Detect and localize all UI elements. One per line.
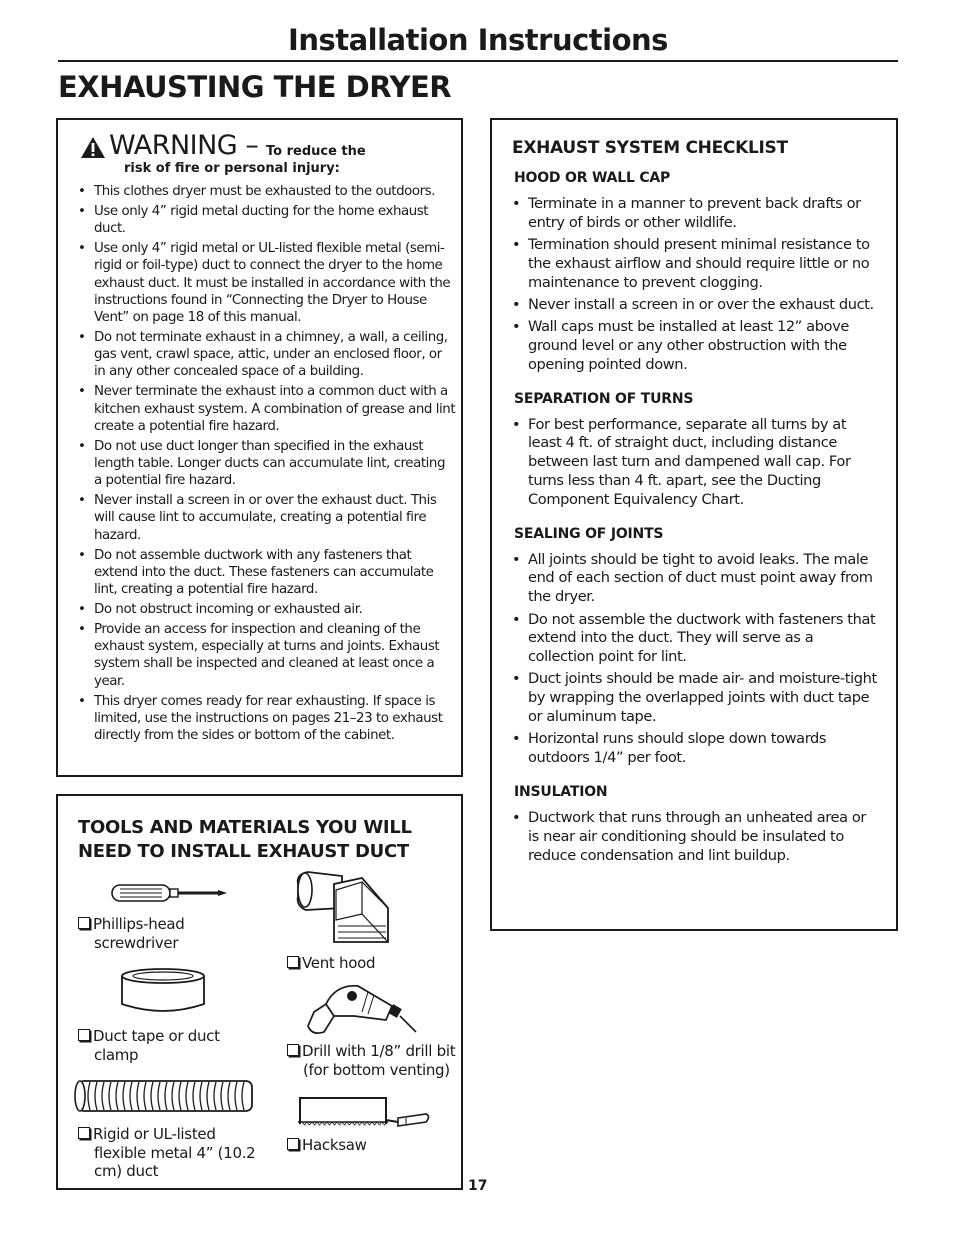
checklist-item: • Duct joints should be made air- and moisture-tight by wrapping the overlapped joints with duct tape or aluminum tape. [512,670,880,726]
duct-tape-icon [118,966,208,1016]
tool-item-screwdriver: Phillips-head screwdriver [78,915,185,952]
tool-item-duct-tape: Duct tape or duct clamp [78,1027,220,1064]
checklist-section-list [512,809,880,865]
page-header [58,20,898,62]
checklist-section-heading: HOOD OR WALL CAP [514,170,671,186]
checklist-box [490,118,898,931]
checklist-item: • Terminate in a manner to prevent back drafts or entry of birds or other wildlife. [512,195,880,233]
checklist-item: • Ductwork that runs through an unheated area or is near air conditioning should be insulated to reduce condensation and lint buildup. [512,809,880,865]
checkbox-icon [287,1044,299,1056]
warning-item: • Do not use duct longer than specified in the exhaust length table. Longer ducts can accumulate lint, creating a potential fire hazard. [76,438,456,490]
checkbox-icon [78,1127,90,1139]
checklist-section-list [512,551,880,768]
checklist-section-heading: SEALING OF JOINTS [514,525,664,542]
checklist-section-heading: SEPARATION OF TURNS [514,390,694,407]
warning-label: WARNING – [109,130,259,161]
warning-item: • Never terminate the exhaust into a common duct with a kitchen exhaust system. A combination of grease and lint create a potential fire hazard. [76,383,456,435]
checklist-item: • For best performance, separate all turns by at least 4 ft. of straight duct, including distance between last turn and dampened wall cap. For turns less than 4 ft. apart, see the Ducting Component Equivalency Chart. [512,416,880,510]
checkbox-icon [287,956,299,968]
drill-icon [296,976,420,1038]
checklist-item: • All joints should be tight to avoid leaks. The male end of each section of duct must point away from the dryer. [512,551,880,607]
warning-box [56,118,463,777]
checklist-item: • Horizontal runs should slope down towards outdoors 1/4” per foot. [512,730,880,768]
checklist-section-list [512,416,880,510]
warning-item: • Do not terminate exhaust in a chimney, a wall, a ceiling, gas vent, crawl space, attic, under an enclosed floor, or in any other concealed space of a building. [76,329,456,381]
tool-item-vent-hood: Vent hood [287,954,375,973]
hacksaw-icon [294,1092,432,1134]
warning-item: • Do not obstruct incoming or exhausted air. [76,601,456,618]
warning-header [76,130,456,178]
warning-triangle-icon [80,136,106,159]
vent-hood-icon [292,868,392,946]
checklist-section-list [512,195,880,375]
warning-item: • Use only 4” rigid metal ducting for the home exhaust duct. [76,203,456,237]
checkbox-icon [78,917,90,929]
tools-box [56,794,463,1190]
checkbox-icon [78,1029,90,1041]
checklist-section-heading: INSULATION [514,783,608,800]
flexible-duct-icon [72,1078,258,1114]
section-title: EXHAUSTING THE DRYER [58,70,452,104]
warning-subtitle-line1: To reduce the [266,144,366,159]
tool-item-hacksaw: Hacksaw [287,1136,367,1155]
warning-item: • This clothes dryer must be exhausted to the outdoors. [76,183,456,200]
tool-item-drill: Drill with 1/8” drill bit (for bottom venting) [287,1042,455,1079]
checklist-item: • Do not assemble the ductwork with fasteners that extend into the duct. They will serve as a collection point for lint. [512,611,880,667]
warning-item: • Use only 4” rigid metal or UL-listed flexible metal (semi-rigid or foil-type) duct to connect the dryer to the home exhaust duct. It must be installed in accordance with the instructions found in “Connecting the Dryer to House Vent” on page 18 of this manual. [76,240,456,326]
checkbox-icon [287,1138,299,1150]
page-title: Installation Instructions [288,23,668,57]
checklist-item: • Termination should present minimal resistance to the exhaust airflow and should require little or no maintenance to prevent clogging. [512,236,880,292]
checklist-item: • Wall caps must be installed at least 12” above ground level or any other obstruction with the opening pointed down. [512,318,880,374]
warning-item: • Never install a screen in or over the exhaust duct. This will cause lint to accumulate, creating a potential fire hazard. [76,492,456,544]
checklist-title: EXHAUST SYSTEM CHECKLIST [512,138,788,158]
checklist-item: • Never install a screen in or over the exhaust duct. [512,296,880,315]
warning-subtitle-line2: risk of fire or personal injury: [124,161,340,176]
tools-title: TOOLS AND MATERIALS YOU WILL NEED TO INSTALL EXHAUST DUCT [78,817,412,862]
page-number: 17 [468,1178,488,1194]
warning-item: • Do not assemble ductwork with any fasteners that extend into the duct. These fasteners can accumulate lint, creating a potential fire hazard. [76,547,456,599]
warning-item: • This dryer comes ready for rear exhausting. If space is limited, use the instructions on pages 21–23 to exhaust directly from the sides or bottom of the cabinet. [76,693,456,745]
warning-list [76,183,456,744]
screwdriver-icon [110,882,230,904]
tool-item-flexible-duct: Rigid or UL-listed flexible metal 4” (10.2 cm) duct [78,1125,255,1181]
warning-item: • Provide an access for inspection and cleaning of the exhaust system, especially at turns and joints. Exhaust system shall be inspected and cleaned at least once a year. [76,621,456,690]
